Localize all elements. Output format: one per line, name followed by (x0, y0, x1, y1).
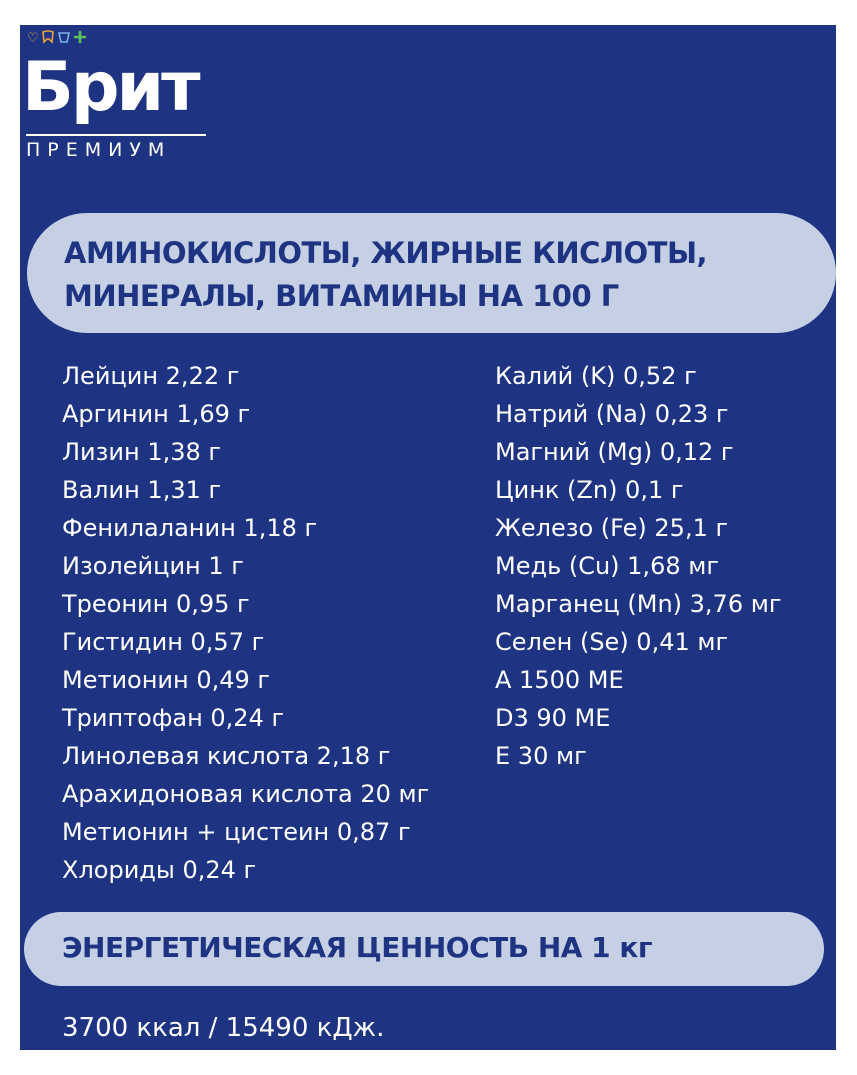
energy-heading: ЭНЕРГЕТИЧЕСКАЯ ЦЕННОСТЬ НА 1 кг (62, 931, 653, 964)
heading-line-1: АМИНОКИСЛОТЫ, ЖИРНЫЕ КИСЛОТЫ, (64, 236, 708, 270)
list-item: Медь (Cu) 1,68 мг (495, 552, 719, 580)
list-item: Цинк (Zn) 0,1 г (495, 476, 684, 504)
minerals-vitamins-list (495, 357, 781, 775)
list-item: Калий (K) 0,52 г (495, 362, 697, 390)
brand-title: Брит (22, 48, 198, 127)
list-item: Линолевая кислота 2,18 г (62, 742, 391, 770)
list-item: Магний (Mg) 0,12 г (495, 438, 734, 466)
list-item: Валин 1,31 г (62, 476, 222, 504)
list-item: Аргинин 1,69 г (62, 400, 251, 428)
heading-line-2: МИНЕРАЛЫ, ВИТАМИНЫ НА 100 Г (64, 279, 619, 313)
brand-subtitle: ПРЕМИУМ (26, 139, 172, 161)
list-item: D3 90 ME (495, 704, 611, 732)
list-item: Лизин 1,38 г (62, 438, 221, 466)
list-item: Марганец (Mn) 3,76 мг (495, 590, 782, 618)
amino-acids-list (62, 357, 429, 889)
section-heading-energy (24, 912, 824, 986)
list-item: Хлориды 0,24 г (62, 856, 257, 884)
list-item: Арахидоновая кислота 20 мг (62, 780, 430, 808)
list-item: Треонин 0,95 г (62, 590, 250, 618)
tooth-icon (41, 30, 55, 48)
list-item: Метионин + цистеин 0,87 г (62, 818, 411, 846)
list-item: E 30 мг (495, 742, 587, 770)
brand-divider (26, 134, 206, 136)
list-item: Железо (Fe) 25,1 г (495, 514, 729, 542)
list-item: Метионин 0,49 г (62, 666, 271, 694)
list-item: Селен (Se) 0,41 мг (495, 628, 729, 656)
list-item: Натрий (Na) 0,23 г (495, 400, 729, 428)
plus-icon (73, 30, 87, 48)
cup-icon (57, 30, 71, 48)
list-item: Фенилаланин 1,18 г (62, 514, 318, 542)
list-item: Изолейцин 1 г (62, 552, 244, 580)
brand-icons (27, 31, 87, 47)
list-item: Триптофан 0,24 г (62, 704, 285, 732)
list-item: A 1500 ME (495, 666, 624, 694)
list-item: Гистидин 0,57 г (62, 628, 265, 656)
section-heading-nutrients (27, 213, 836, 333)
energy-value: 3700 ккал / 15490 кДж. (62, 1013, 385, 1043)
heart-icon: ♡ (27, 31, 39, 46)
list-item: Лейцин 2,22 г (62, 362, 240, 390)
